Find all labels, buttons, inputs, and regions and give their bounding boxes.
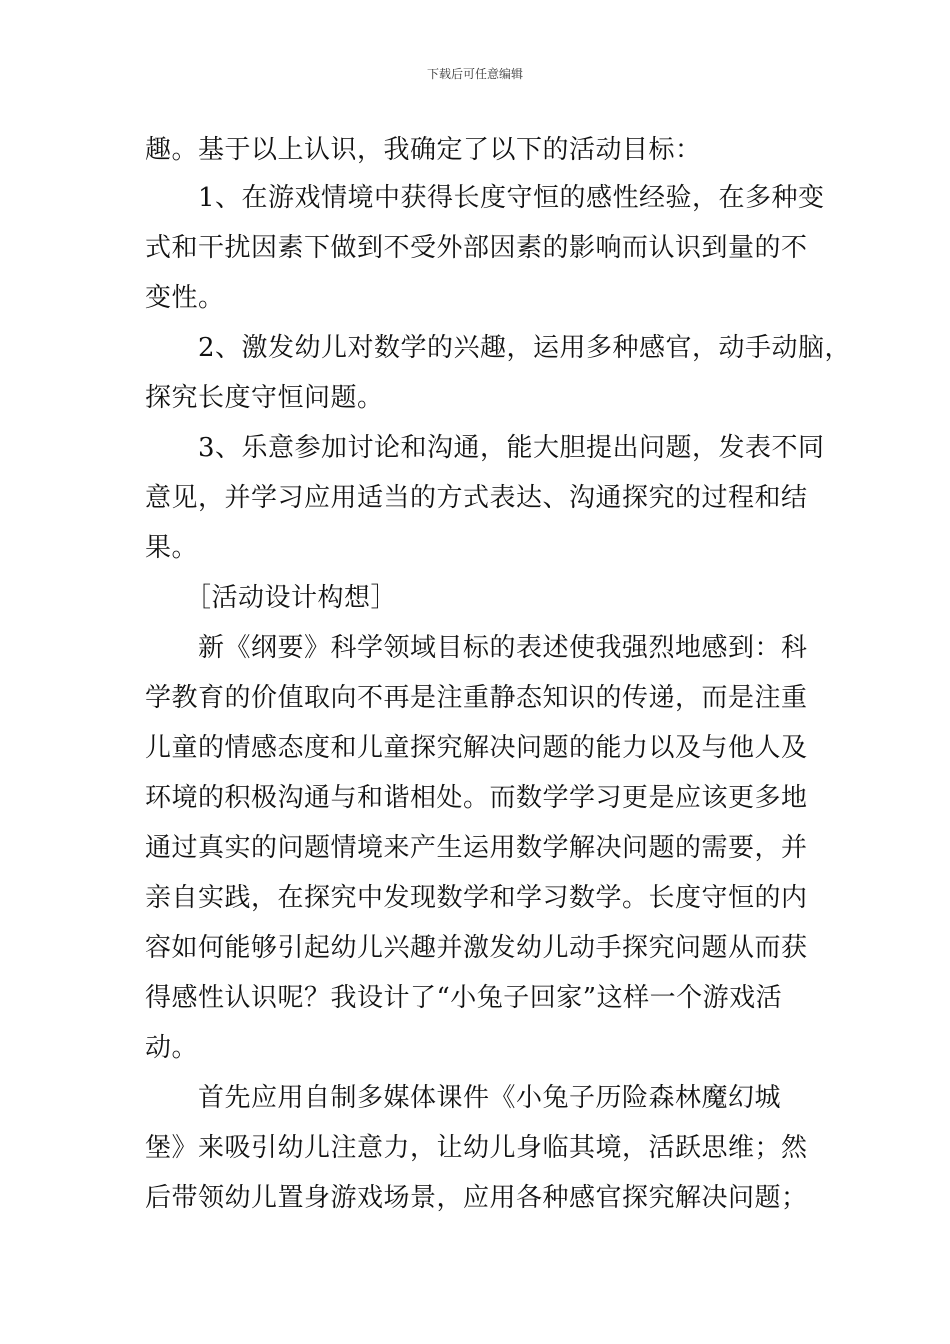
text-line: 通过真实的问题情境来产生运用数学解决问题的需要，并	[145, 833, 808, 863]
text-line: 式和干扰因素下做到不受外部因素的影响而认识到量的不	[145, 233, 808, 263]
text-line: 得感性认识呢？我设计了“小兔子回家”这样一个游戏活	[145, 983, 783, 1013]
text-line: 1、在游戏情境中获得长度守恒的感性经验，在多种变	[145, 183, 825, 213]
text-line: 意见，并学习应用适当的方式表达、沟通探究的过程和结	[145, 483, 808, 513]
text-line: 2、激发幼儿对数学的兴趣，运用多种感官，动手动脑，	[145, 333, 852, 363]
page-header: 下载后可任意编辑	[426, 67, 523, 81]
text-line: 学教育的价值取向不再是注重静态知识的传递，而是注重	[145, 683, 808, 713]
text-line: 首先应用自制多媒体课件《小兔子历险森林魔幻城	[145, 1083, 782, 1113]
text-line: 趣。基于以上认识，我确定了以下的活动目标：	[145, 135, 702, 165]
text-line: 容如何能够引起幼儿兴趣并激发幼儿动手探究问题从而获	[145, 933, 808, 963]
text-line: 新《纲要》科学领域目标的表述使我强烈地感到：科	[145, 633, 808, 663]
text-line: 儿童的情感态度和儿童探究解决问题的能力以及与他人及	[145, 733, 808, 763]
text-line: 亲自实践，在探究中发现数学和学习数学。长度守恒的内	[145, 883, 808, 913]
text-line: 后带领幼儿置身游戏场景，应用各种感官探究解决问题；	[145, 1183, 808, 1213]
text-line: 堡》来吸引幼儿注意力，让幼儿身临其境，活跃思维；然	[145, 1133, 808, 1163]
section-heading: ［活动设计构想］	[145, 583, 398, 613]
text-line: 探究长度守恒问题。	[145, 383, 384, 413]
text-line: 变性。	[145, 283, 225, 313]
text-line: 动。	[145, 1033, 199, 1063]
text-line: 3、乐意参加讨论和沟通，能大胆提出问题，发表不同	[145, 433, 825, 463]
text-line: 果。	[145, 533, 199, 563]
text-line: 环境的积极沟通与和谐相处。而数学学习更是应该更多地	[145, 783, 808, 813]
